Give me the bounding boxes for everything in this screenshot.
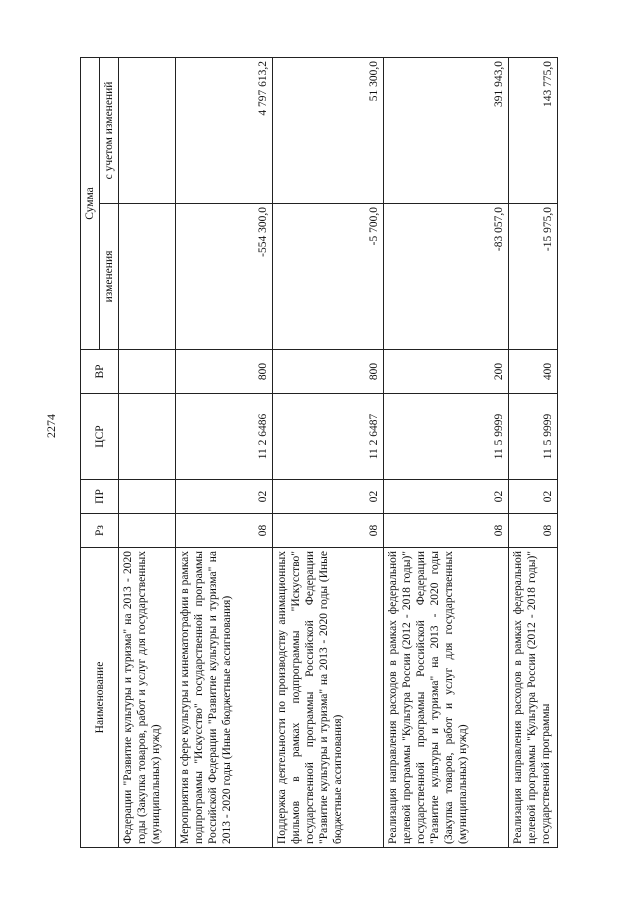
page-number: 2274 [44, 414, 58, 438]
header-vr: ВР [81, 350, 119, 394]
row-with-change: 143 775,0 [509, 57, 558, 203]
row-rz: 08 [273, 514, 384, 548]
table-row [273, 57, 384, 847]
row-change [119, 204, 176, 350]
row-change: -554 300,0 [176, 204, 273, 350]
row-pr: 02 [384, 480, 509, 514]
header-csr: ЦСР [81, 394, 119, 480]
row-name: Федерации "Развитие культуры и туризма" на 2013 - 2020 годы (Закупка товаров, работ и услуг для государственных (муниципальных) нужд) [119, 548, 176, 848]
row-rz: 08 [384, 514, 509, 548]
header-change: изменения [100, 204, 119, 350]
row-vr [119, 350, 176, 394]
row-vr: 800 [273, 350, 384, 394]
row-name: Мероприятия в сфере культуры и кинематографии в рамках подпрограммы "Искусство" государственной программы Российской Федерации "Развитие культуры и туризма" на 2013 - 2020 годы (Иные бюджетные ассигнования) [176, 548, 273, 848]
row-with-change: 391 943,0 [384, 57, 509, 203]
row-change: -15 975,0 [509, 204, 558, 350]
row-vr: 400 [509, 350, 558, 394]
row-csr [119, 394, 176, 480]
row-name: Реализация направления расходов в рамках федеральной целевой программы "Культура России (2012 - 2018 годы)" государственной программы Российской Федерации "Развитие культуры и туризма" на 2013 - 2020 годы (Закупка товаров, работ и услуг для государственных (муниципальных) нужд) [384, 548, 509, 848]
row-pr: 02 [509, 480, 558, 514]
header-rz: Рз [81, 514, 119, 548]
row-vr: 800 [176, 350, 273, 394]
row-change: -83 057,0 [384, 204, 509, 350]
table-row [509, 57, 558, 847]
row-name: Поддержка деятельности по производству анимационных фильмов в рамках подпрограммы "Искусство" государственной программы Российской Федерации "Развитие культуры и туризма" на 2013 - 2020 годы (Иные бюджетные ассигнования) [273, 548, 384, 848]
row-pr: 02 [176, 480, 273, 514]
row-csr: 11 5 9999 [384, 394, 509, 480]
table-row [176, 57, 273, 847]
row-name: Реализация направления расходов в рамках федеральной целевой программы "Культура России (2012 - 2018 годы)" государственной программы [509, 548, 558, 848]
budget-table [80, 57, 558, 848]
row-csr: 11 2 6486 [176, 394, 273, 480]
row-with-change [119, 57, 176, 203]
row-rz [119, 514, 176, 548]
row-rz: 08 [176, 514, 273, 548]
row-rz: 08 [509, 514, 558, 548]
header-sum: Сумма [81, 57, 100, 349]
header-with-change: с учетом изменений [100, 57, 119, 203]
table-row [384, 57, 509, 847]
rotated-table-container [80, 58, 592, 848]
header-name: Наименование [81, 548, 119, 848]
row-with-change: 51 300,0 [273, 57, 384, 203]
header-pr: ПР [81, 480, 119, 514]
row-change: -5 700,0 [273, 204, 384, 350]
row-vr: 200 [384, 350, 509, 394]
row-csr: 11 2 6487 [273, 394, 384, 480]
row-pr [119, 480, 176, 514]
table-row [119, 57, 176, 847]
row-pr: 02 [273, 480, 384, 514]
row-with-change: 4 797 613,2 [176, 57, 273, 203]
row-csr: 11 5 9999 [509, 394, 558, 480]
